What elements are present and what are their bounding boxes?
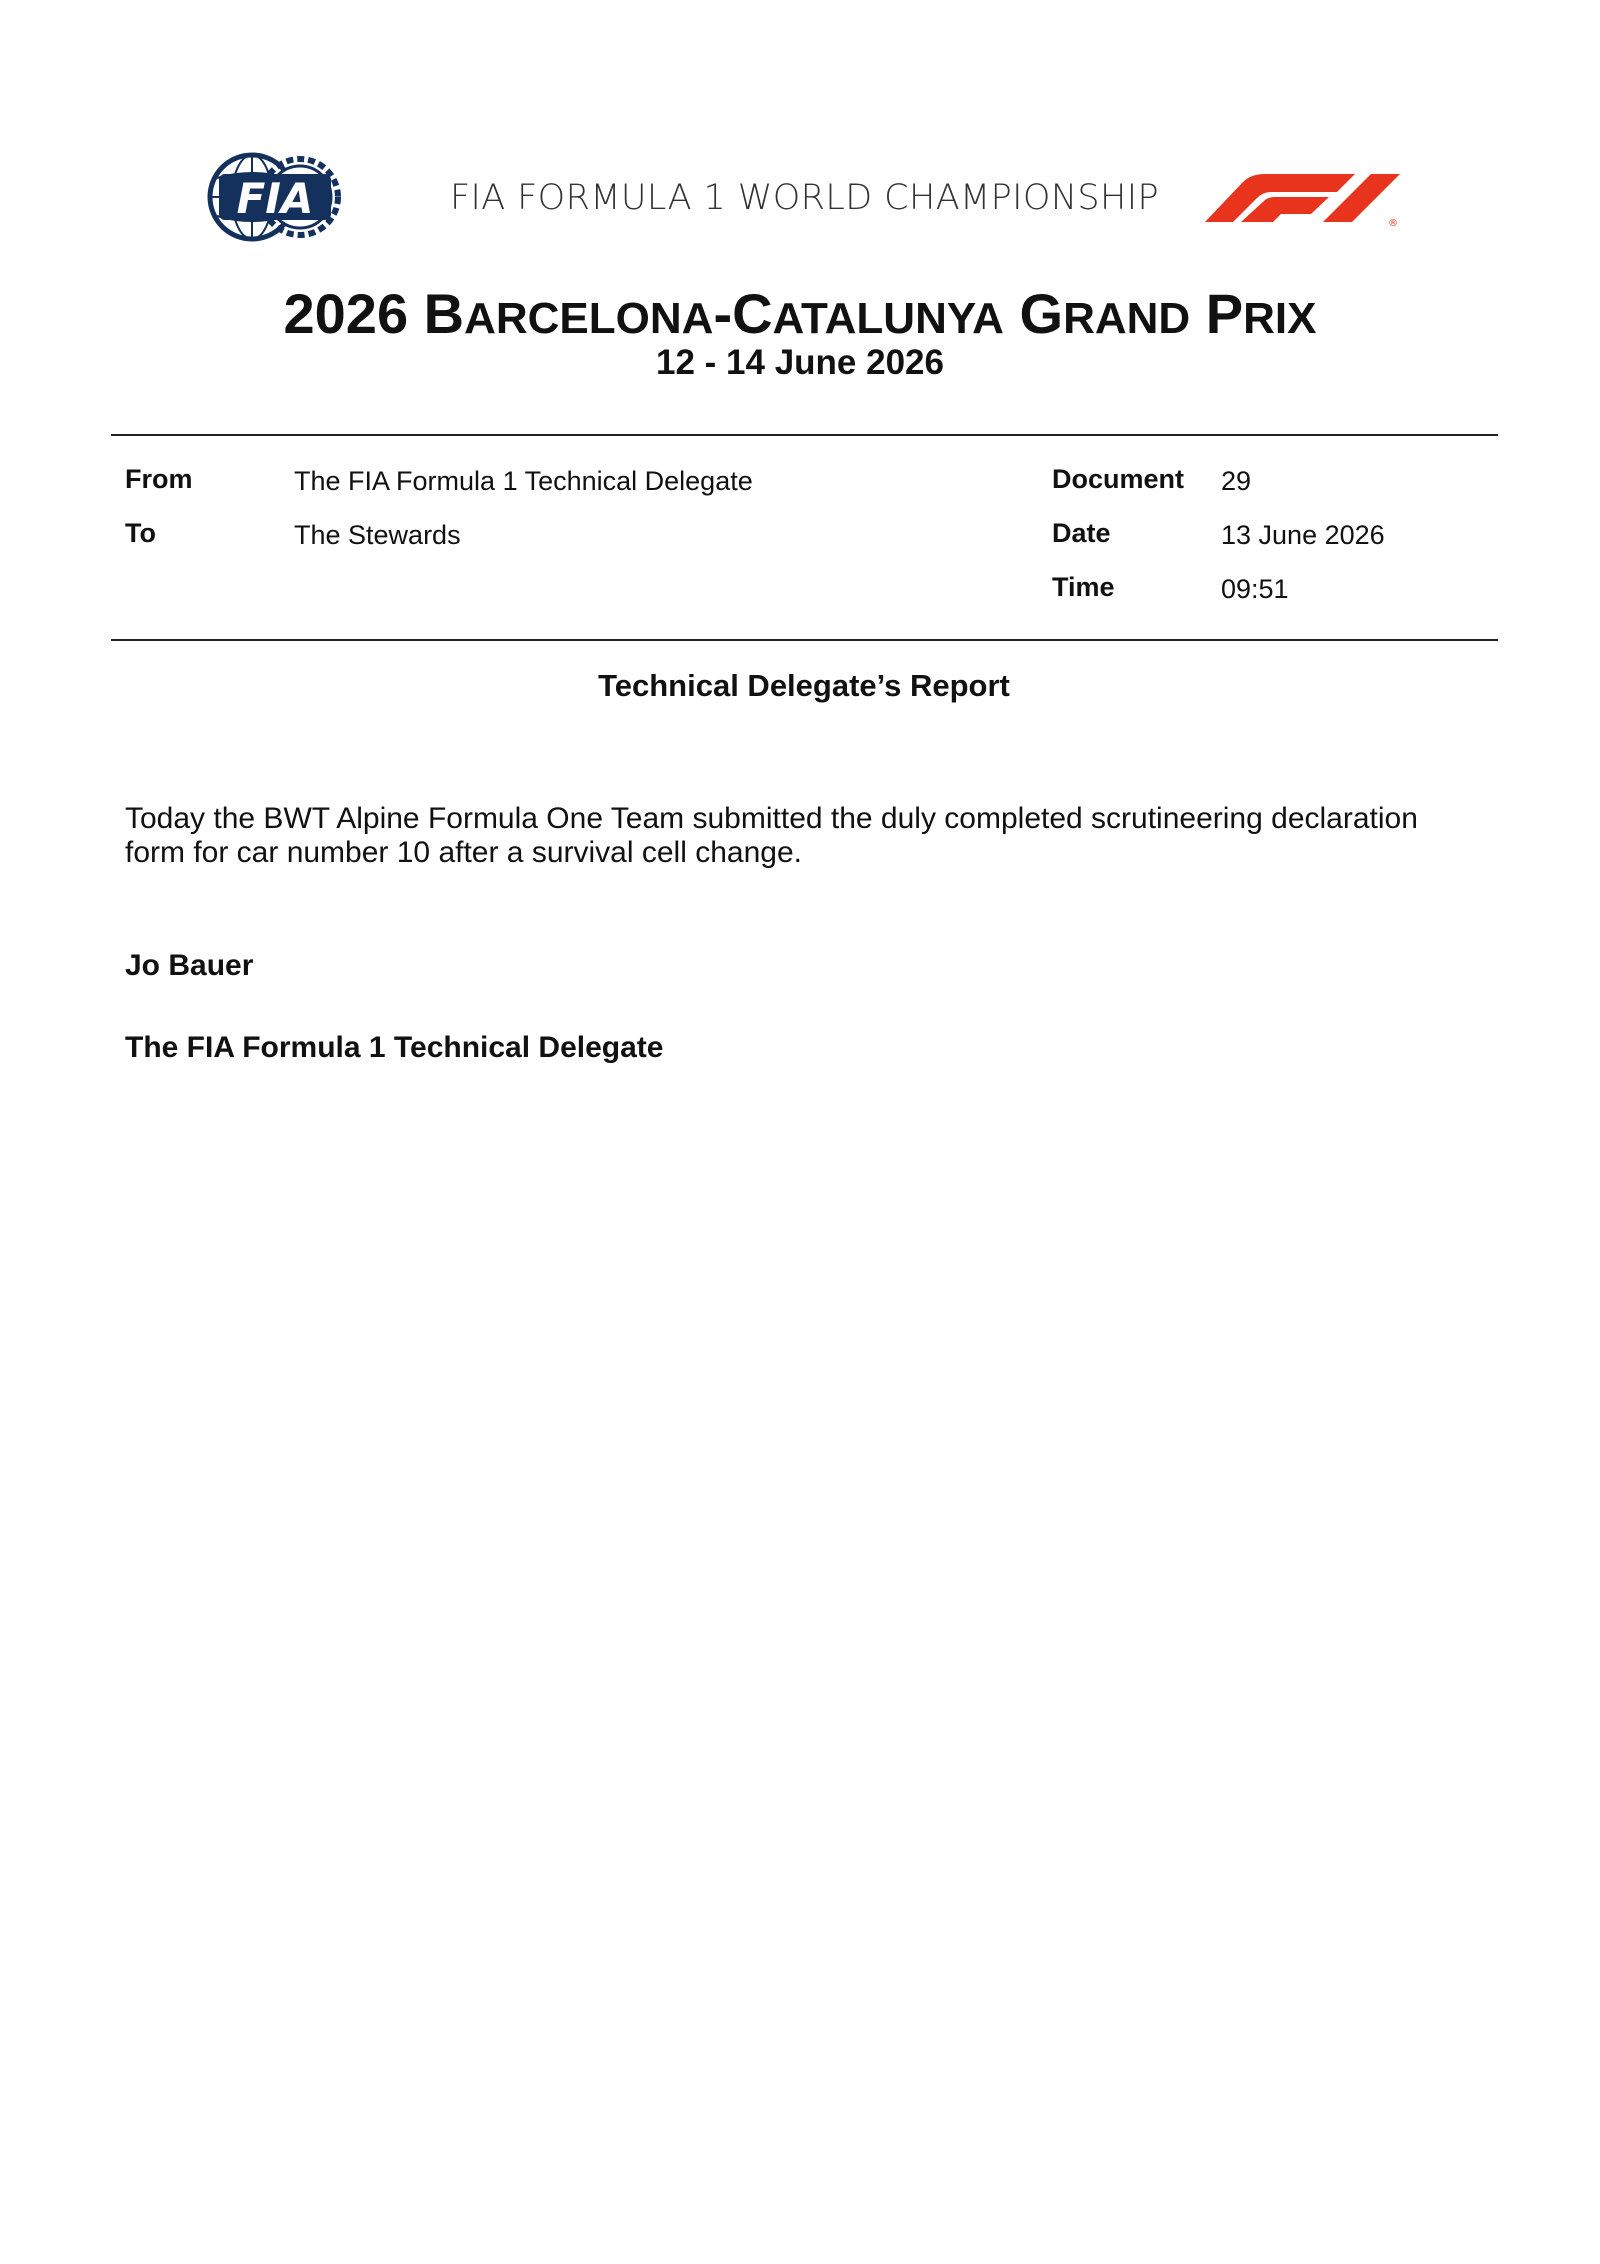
f1-logo bbox=[1205, 170, 1400, 228]
svg-text:®: ® bbox=[1388, 218, 1398, 228]
top-divider bbox=[111, 434, 1498, 436]
report-body bbox=[125, 802, 1485, 870]
time-label: Time bbox=[1052, 572, 1115, 602]
from-value: The FIA Formula 1 Technical Delegate bbox=[294, 466, 753, 496]
report-body-line-2: form for car number 10 after a survival cell change. bbox=[125, 836, 802, 869]
event-name: BARCELONA-CATALUNYA GRAND PRIX bbox=[423, 282, 1317, 345]
document-value: 29 bbox=[1221, 466, 1252, 496]
from-label: From bbox=[125, 464, 193, 494]
signatory-role: The FIA Formula 1 Technical Delegate bbox=[125, 1031, 664, 1064]
event-year: 2026 bbox=[283, 282, 409, 345]
to-label: To bbox=[125, 518, 156, 548]
date-label: Date bbox=[1052, 518, 1111, 548]
championship-title: FIA FORMULA 1 WORLD CHAMPIONSHIP bbox=[450, 178, 1159, 218]
date-value: 13 June 2026 bbox=[1221, 520, 1385, 550]
to-value: The Stewards bbox=[294, 520, 461, 550]
document-label: Document bbox=[1052, 464, 1185, 494]
time-value: 09:51 bbox=[1221, 574, 1289, 604]
event-dates: 12 - 14 June 2026 bbox=[656, 343, 944, 382]
event-title bbox=[0, 282, 1600, 351]
bottom-divider bbox=[111, 639, 1498, 641]
fia-logo bbox=[205, 150, 345, 244]
svg-text:FIA: FIA bbox=[236, 174, 314, 223]
signatory-name: Jo Bauer bbox=[125, 949, 254, 982]
report-title: Technical Delegate’s Report bbox=[598, 668, 1010, 703]
report-body-line-1: Today the BWT Alpine Formula One Team submitted the duly completed scrutineering declaration bbox=[125, 802, 1418, 835]
